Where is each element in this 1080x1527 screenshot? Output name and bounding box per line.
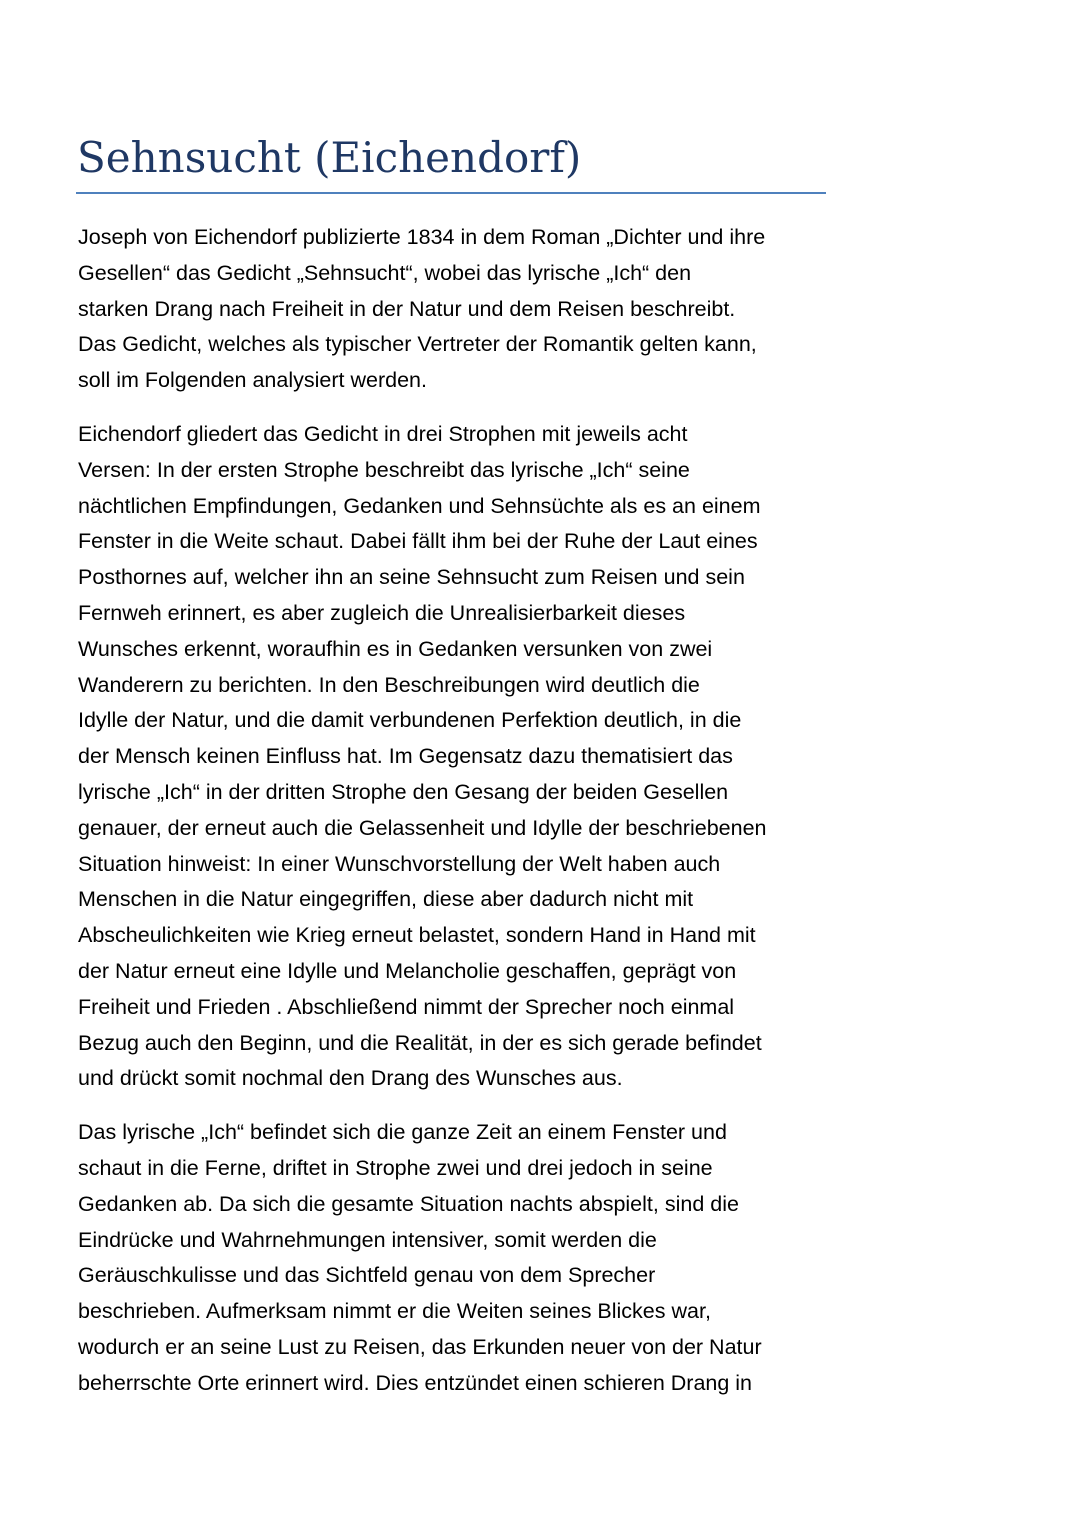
text-line: Das Gedicht, welches als typischer Vertreter der Romantik gelten kann,: [78, 332, 757, 357]
text-line: schaut in die Ferne, driftet in Strophe zwei und drei jedoch in seine: [78, 1155, 713, 1180]
document-body: [78, 220, 838, 1420]
text-line: Bezug auch den Beginn, und die Realität, in der es sich gerade befindet: [78, 1030, 762, 1055]
text-line: Eichendorf gliedert das Gedicht in drei Strophen mit jeweils acht: [78, 421, 688, 446]
text-line: Geräuschkulisse und das Sichtfeld genau von dem Sprecher: [78, 1263, 656, 1288]
title-underline: [76, 192, 826, 194]
text-line: genauer, der erneut auch die Gelassenheit und Idylle der beschriebenen: [78, 815, 767, 840]
text-line: der Natur erneut eine Idylle und Melancholie geschaffen, geprägt von: [78, 958, 737, 983]
text-line: Versen: In der ersten Strophe beschreibt das lyrische „Ich“ seine: [78, 457, 690, 482]
text-line: Gesellen“ das Gedicht „Sehnsucht“, wobei das lyrische „Ich“ den: [78, 260, 692, 285]
document-title: Sehnsucht (Eichendorf): [77, 133, 582, 182]
text-line: Gedanken ab. Da sich die gesamte Situation nachts abspielt, sind die: [78, 1191, 739, 1216]
text-line: Wanderern zu berichten. In den Beschreibungen wird deutlich die: [78, 672, 700, 697]
text-line: Menschen in die Natur eingegriffen, diese aber dadurch nicht mit: [78, 887, 694, 912]
text-line: lyrische „Ich“ in der dritten Strophe den Gesang der beiden Gesellen: [78, 779, 729, 804]
text-line: Fenster in die Weite schaut. Dabei fällt ihm bei der Ruhe der Laut eines: [78, 529, 758, 554]
text-line: Fernweh erinnert, es aber zugleich die Unrealisierbarkeit dieses: [78, 600, 686, 625]
text-line: Wunsches erkennt, woraufhin es in Gedanken versunken von zwei: [78, 636, 713, 661]
text-line: beherrschte Orte erinnert wird. Dies entzündet einen schieren Drang in: [78, 1370, 753, 1395]
text-line: Das lyrische „Ich“ befindet sich die ganze Zeit an einem Fenster und: [78, 1120, 727, 1145]
paragraph-analysis: [78, 1115, 838, 1401]
text-line: Freiheit und Frieden . Abschließend nimmt der Sprecher noch einmal: [78, 994, 735, 1019]
text-line: nächtlichen Empfindungen, Gedanken und Sehnsüchte als es an einem: [78, 493, 761, 518]
paragraph-intro: [78, 220, 838, 399]
text-line: Idylle der Natur, und die damit verbundenen Perfektion deutlich, in die: [78, 708, 742, 733]
text-line: Situation hinweist: In einer Wunschvorstellung der Welt haben auch: [78, 851, 721, 876]
text-line: Abscheulichkeiten wie Krieg erneut belastet, sondern Hand in Hand mit: [78, 923, 756, 948]
text-line: Posthornes auf, welcher ihn an seine Sehnsucht zum Reisen und sein: [78, 565, 745, 590]
text-line: Joseph von Eichendorf publizierte 1834 in dem Roman „Dichter und ihre: [78, 225, 766, 249]
text-line: beschrieben. Aufmerksam nimmt er die Weiten seines Blickes war,: [78, 1299, 711, 1324]
text-line: der Mensch keinen Einfluss hat. Im Gegensatz dazu thematisiert das: [78, 744, 733, 769]
paragraph-structure: [78, 417, 838, 1097]
text-line: Eindrücke und Wahrnehmungen intensiver, somit werden die: [78, 1227, 657, 1252]
text-line: wodurch er an seine Lust zu Reisen, das Erkunden neuer von der Natur: [78, 1334, 762, 1359]
text-line: und drückt somit nochmal den Drang des Wunsches aus.: [78, 1066, 623, 1091]
text-line: soll im Folgenden analysiert werden.: [78, 368, 427, 393]
text-line: starken Drang nach Freiheit in der Natur und dem Reisen beschreibt.: [78, 296, 736, 321]
